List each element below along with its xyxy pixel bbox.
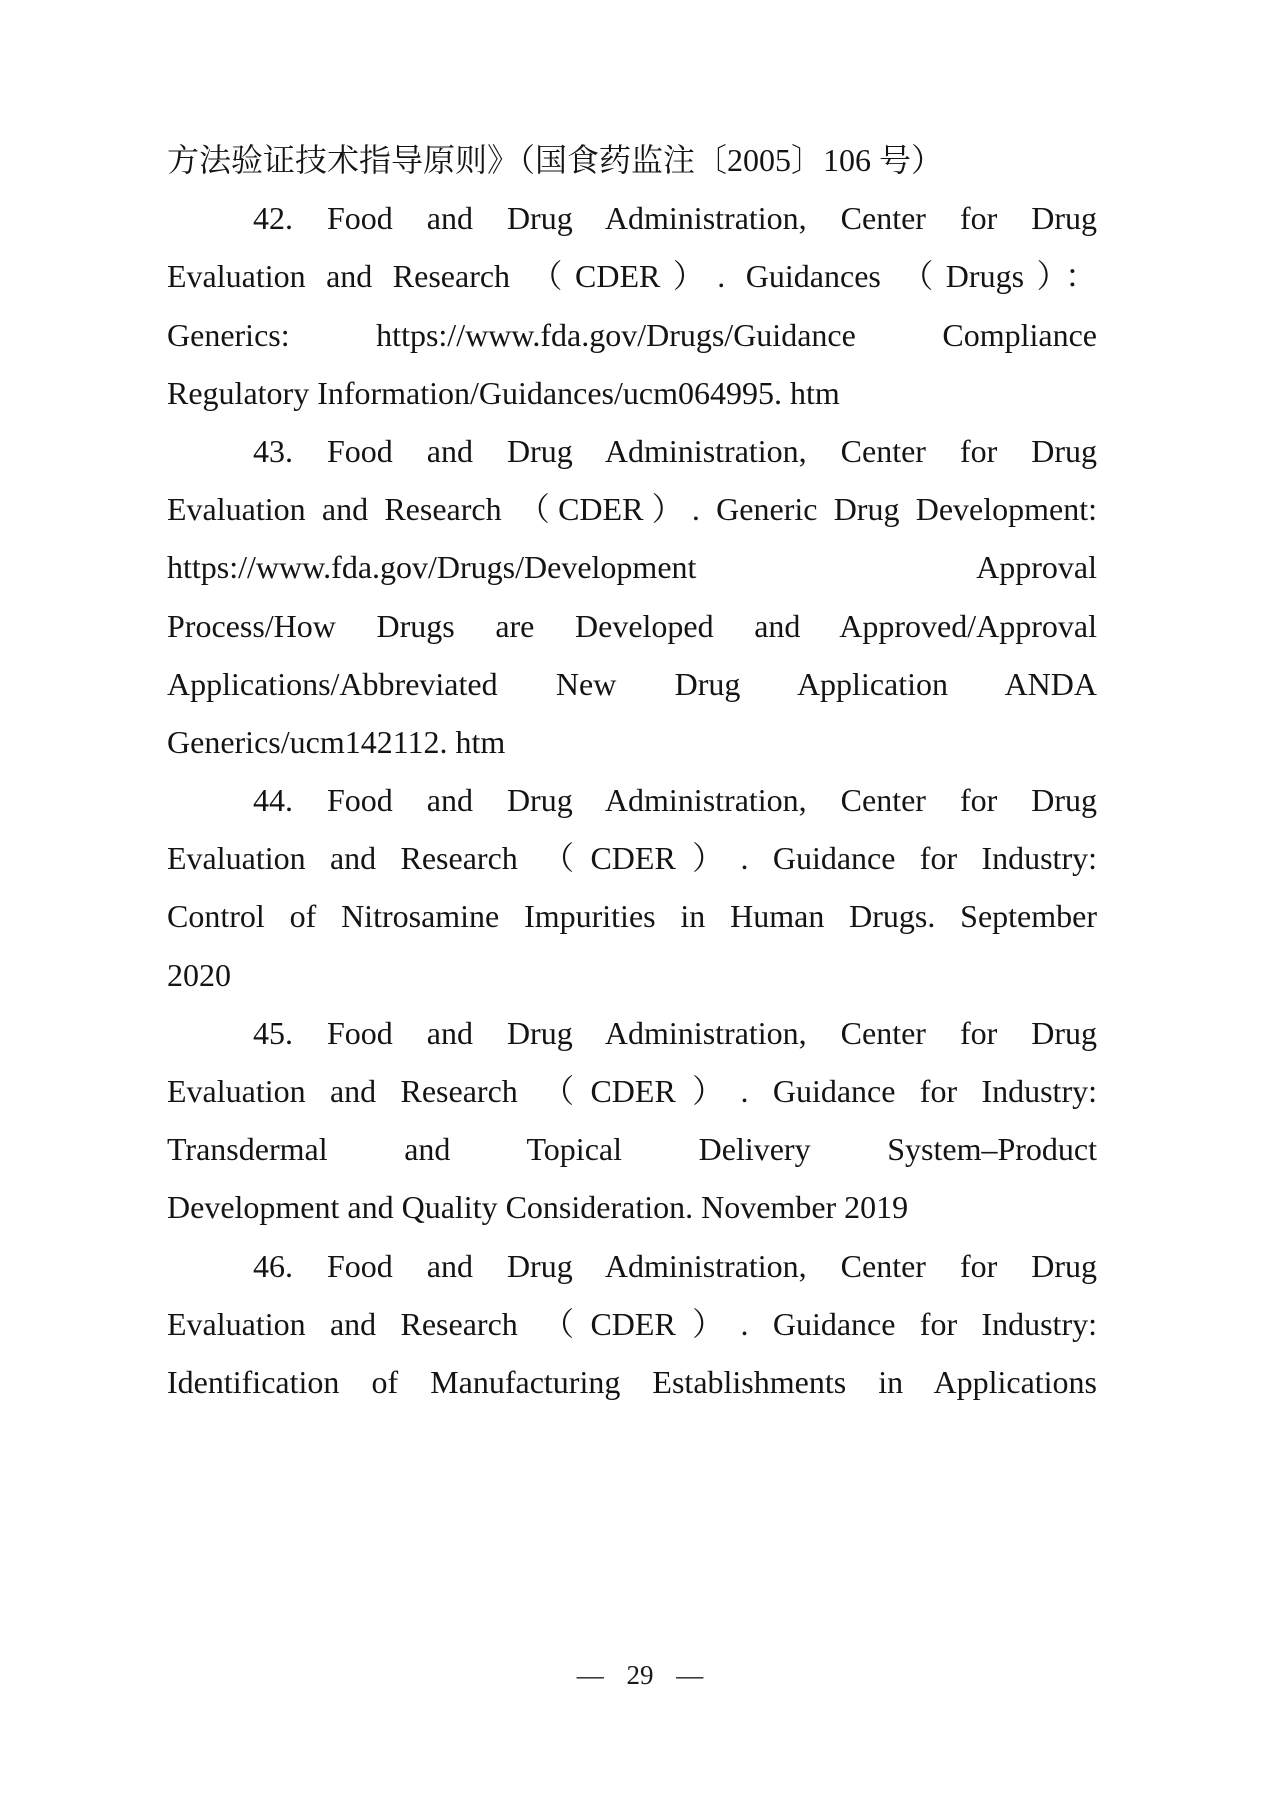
continued-paragraph-line-zh: 方法验证技术指导原则》（国食药监注〔2005〕106 号） <box>167 142 944 178</box>
reference-43-line-2: Evaluation and Research （CDER）. Generic Drug Development: <box>167 491 1097 528</box>
reference-46-line-3: Identification of Manufacturing Establishments in Applications <box>167 1363 1097 1400</box>
reference-46-line-2: Evaluation and Research （CDER）. Guidance for Industry: <box>167 1305 1097 1342</box>
reference-44-line-1: 44. Food and Drug Administration, Center for Drug <box>253 782 1097 819</box>
reference-45-line-1: 45. Food and Drug Administration, Center for Drug <box>253 1014 1097 1051</box>
reference-45-line-2: Evaluation and Research （CDER）. Guidance for Industry: <box>167 1073 1097 1109</box>
reference-43-line-5: Applications/Abbreviated New Drug Application ANDA <box>167 665 1097 702</box>
reference-45-line-4: Development and Quality Consideration. November 2019 <box>167 1189 909 1226</box>
page-number: — 29 — <box>576 1660 704 1690</box>
reference-44-line-2: Evaluation and Research （CDER）. Guidance for Industry: <box>167 840 1097 877</box>
references-text-block <box>167 131 1097 1411</box>
reference-44-line-3: Control of Nitrosamine Impurities in Human Drugs. September <box>167 898 1097 935</box>
reference-42-line-2: Evaluation and Research （CDER）. Guidances （Drugs）： <box>167 258 1097 295</box>
reference-42-line-4: Regulatory Information/Guidances/ucm064995. htm <box>167 374 840 411</box>
reference-43-line-6: Generics/ucm142112. htm <box>167 723 506 760</box>
reference-45-line-3: Transdermal and Topical Delivery System–Product <box>167 1131 1097 1168</box>
reference-44-line-4: 2020 <box>167 956 231 993</box>
reference-42-line-1: 42. Food and Drug Administration, Center for Drug <box>253 200 1097 237</box>
reference-42-line-3: Generics: https://www.fda.gov/Drugs/Guidance Compliance <box>167 316 1097 353</box>
reference-43-line-3: https://www.fda.gov/Drugs/Development Approval <box>167 549 1097 586</box>
reference-43-line-4: Process/How Drugs are Developed and Approved/Approval <box>167 607 1097 644</box>
reference-46-line-1: 46. Food and Drug Administration, Center for Drug <box>253 1247 1097 1284</box>
reference-43-line-1: 43. Food and Drug Administration, Center for Drug <box>253 432 1097 469</box>
